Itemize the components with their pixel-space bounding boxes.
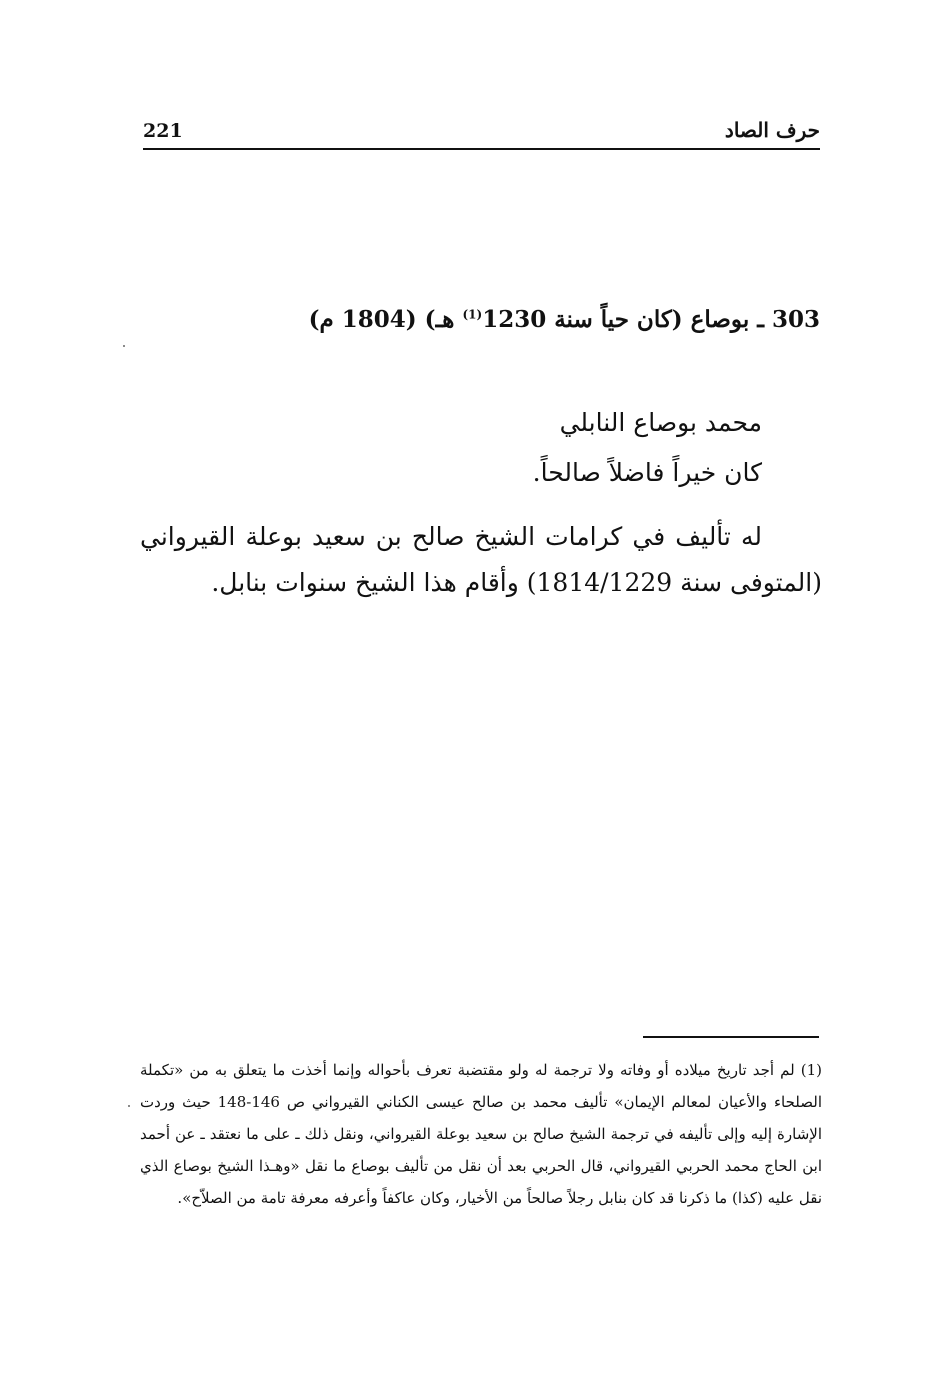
header-rule — [143, 148, 820, 150]
entry-title-suffix: هـ) (1804 م) — [308, 306, 463, 333]
scan-speck — [123, 345, 125, 347]
running-head: حرف الصاد — [724, 118, 820, 142]
entry-paragraph: له تأليف في كرامات الشيخ صالح بن سعيد بوعلة القيرواني (المتوفى سنة 1814/1229) وأقام هذا الشيخ سنوات بنابل. — [140, 522, 822, 597]
scan-speck — [128, 1105, 130, 1107]
footnote-reference: (1) — [462, 307, 483, 322]
footnote-rule — [643, 1036, 819, 1038]
entry-name: محمد بوصاع النابلي — [559, 408, 762, 437]
entry-description: كان خيراً فاضلاً صالحاً. — [532, 458, 762, 487]
entry-title-prefix: 303 ـ بوصاع (كان حياً سنة 1230 — [482, 306, 820, 333]
page-number: 221 — [143, 120, 183, 142]
page-header — [143, 116, 820, 150]
entry-title — [309, 306, 820, 333]
footnote: (1) لم أجد تاريخ ميلاده أو وفاته ولا ترجمة له ولو مقتضبة تعرف بأحواله وإنما أخذت ما يتعلق به من «تكملة الصلحاء والأعيان لمعالم الإيمان» تأليف محمد بن صالح عيسى الكناني القيرواني ص 146-148 حيث وردت الإشارة إليه وإلى تأليفه في ترجمة الشيخ صالح بن سعيد بوعلة القيرواني، ونقل ذلك ـ على ما نعتقد ـ عن أحمد ابن الحاج محمد الحربي القيرواني، قال الحربي بعد أن نقل من تأليف بوصاع ما نقل «وهـذا الشيخ بوصاع الذي نقل عليه (كذا) ما ذكرنا قد كان بنابل رجلاً صالحاً من الأخيار، وكان عاكفاً وأعرفه معرفة تامة من الصلاّح». — [140, 1061, 822, 1207]
